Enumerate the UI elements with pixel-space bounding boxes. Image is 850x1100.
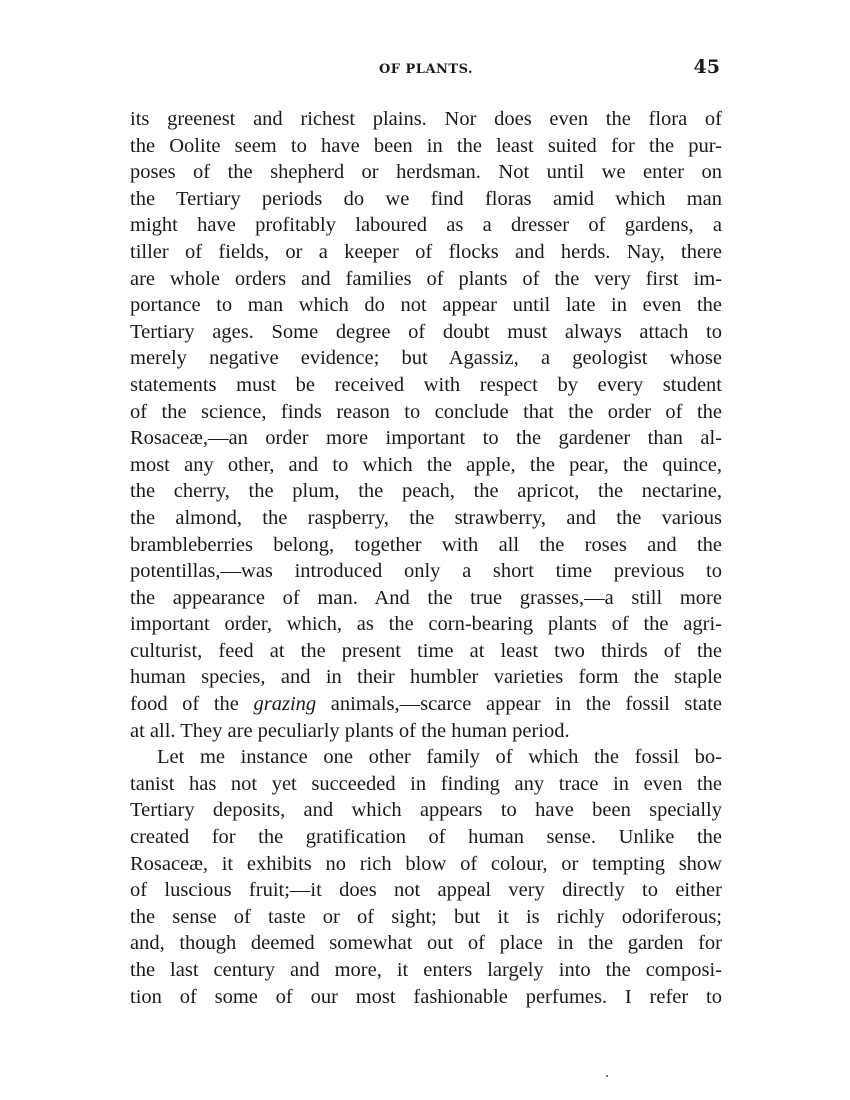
text-line: the Tertiary periods do we find floras amid which man (130, 187, 722, 210)
text-line: Tertiary deposits, and which appears to have been specially (130, 799, 722, 822)
stray-ink-dot (606, 1075, 608, 1077)
text-line: the appearance of man. And the true grasses,—a still more (130, 586, 722, 609)
text-line: might have profitably laboured as a dresser of gardens, a (130, 214, 722, 237)
text-line: statements must be received with respect by every student (130, 373, 722, 396)
italic-word: grazing (253, 693, 317, 716)
text-line: most any other, and to which the apple, the pear, the quince, (130, 453, 722, 476)
running-head (130, 56, 722, 86)
text-line: Rosaceæ, it exhibits no rich blow of colour, or tempting show (130, 852, 722, 875)
page-number: 45 (693, 56, 720, 78)
text-line: and, though deemed somewhat out of place in the garden for (130, 932, 722, 955)
text-line: created for the gratification of human sense. Unlike the (130, 826, 722, 849)
text-line: are whole orders and families of plants of the very first im- (130, 267, 722, 290)
body-text (130, 106, 722, 1010)
text-line: potentillas,—was introduced only a short time previous to (130, 560, 722, 583)
text-line: the cherry, the plum, the peach, the apricot, the nectarine, (130, 480, 722, 503)
text-line: its greenest and richest plains. Nor does even the flora of (130, 108, 722, 130)
text-line: of luscious fruit;—it does not appeal very directly to either (130, 879, 722, 902)
text-line: the sense of taste or of sight; but it is richly odoriferous; (130, 905, 722, 928)
text-line: the last century and more, it enters largely into the composi- (130, 959, 722, 981)
text-line: Rosaceæ,—an order more important to the gardener than al- (130, 427, 722, 450)
text-line: brambleberries belong, together with all the roses and the (130, 533, 722, 556)
text-line: culturist, feed at the present time at least two thirds of the (130, 639, 722, 662)
text-line: tion of some of our most fashionable perfumes. I refer to (130, 985, 722, 1008)
text-line: tanist has not yet succeeded in finding any trace in even the (130, 772, 722, 795)
text-line: Let me instance one other family of which the fossil bo- (157, 746, 722, 769)
text-line: merely negative evidence; but Agassiz, a geologist whose (130, 347, 722, 370)
text-line: human species, and in their humbler varieties form the staple (130, 666, 722, 689)
text-line: the Oolite seem to have been in the least suited for the pur- (130, 134, 722, 157)
text-line: important order, which, as the corn-bearing plants of the agri- (130, 613, 722, 636)
text-line: food of the grazing animals,—scarce appear in the fossil state (130, 693, 722, 716)
text-line: Tertiary ages. Some degree of doubt must always attach to (130, 320, 722, 343)
text-line: poses of the shepherd or herdsman. Not until we enter on (130, 161, 722, 184)
running-title: OF PLANTS. (378, 62, 474, 77)
text-line: of the science, finds reason to conclude that the order of the (130, 400, 722, 423)
text-line: portance to man which do not appear until late in even the (130, 294, 722, 317)
text-line: tiller of fields, or a keeper of flocks and herds. Nay, there (130, 240, 722, 263)
text-line: at all. They are peculiarly plants of the human period. (130, 719, 570, 742)
text-line: the almond, the raspberry, the strawberry, and the various (130, 506, 722, 529)
